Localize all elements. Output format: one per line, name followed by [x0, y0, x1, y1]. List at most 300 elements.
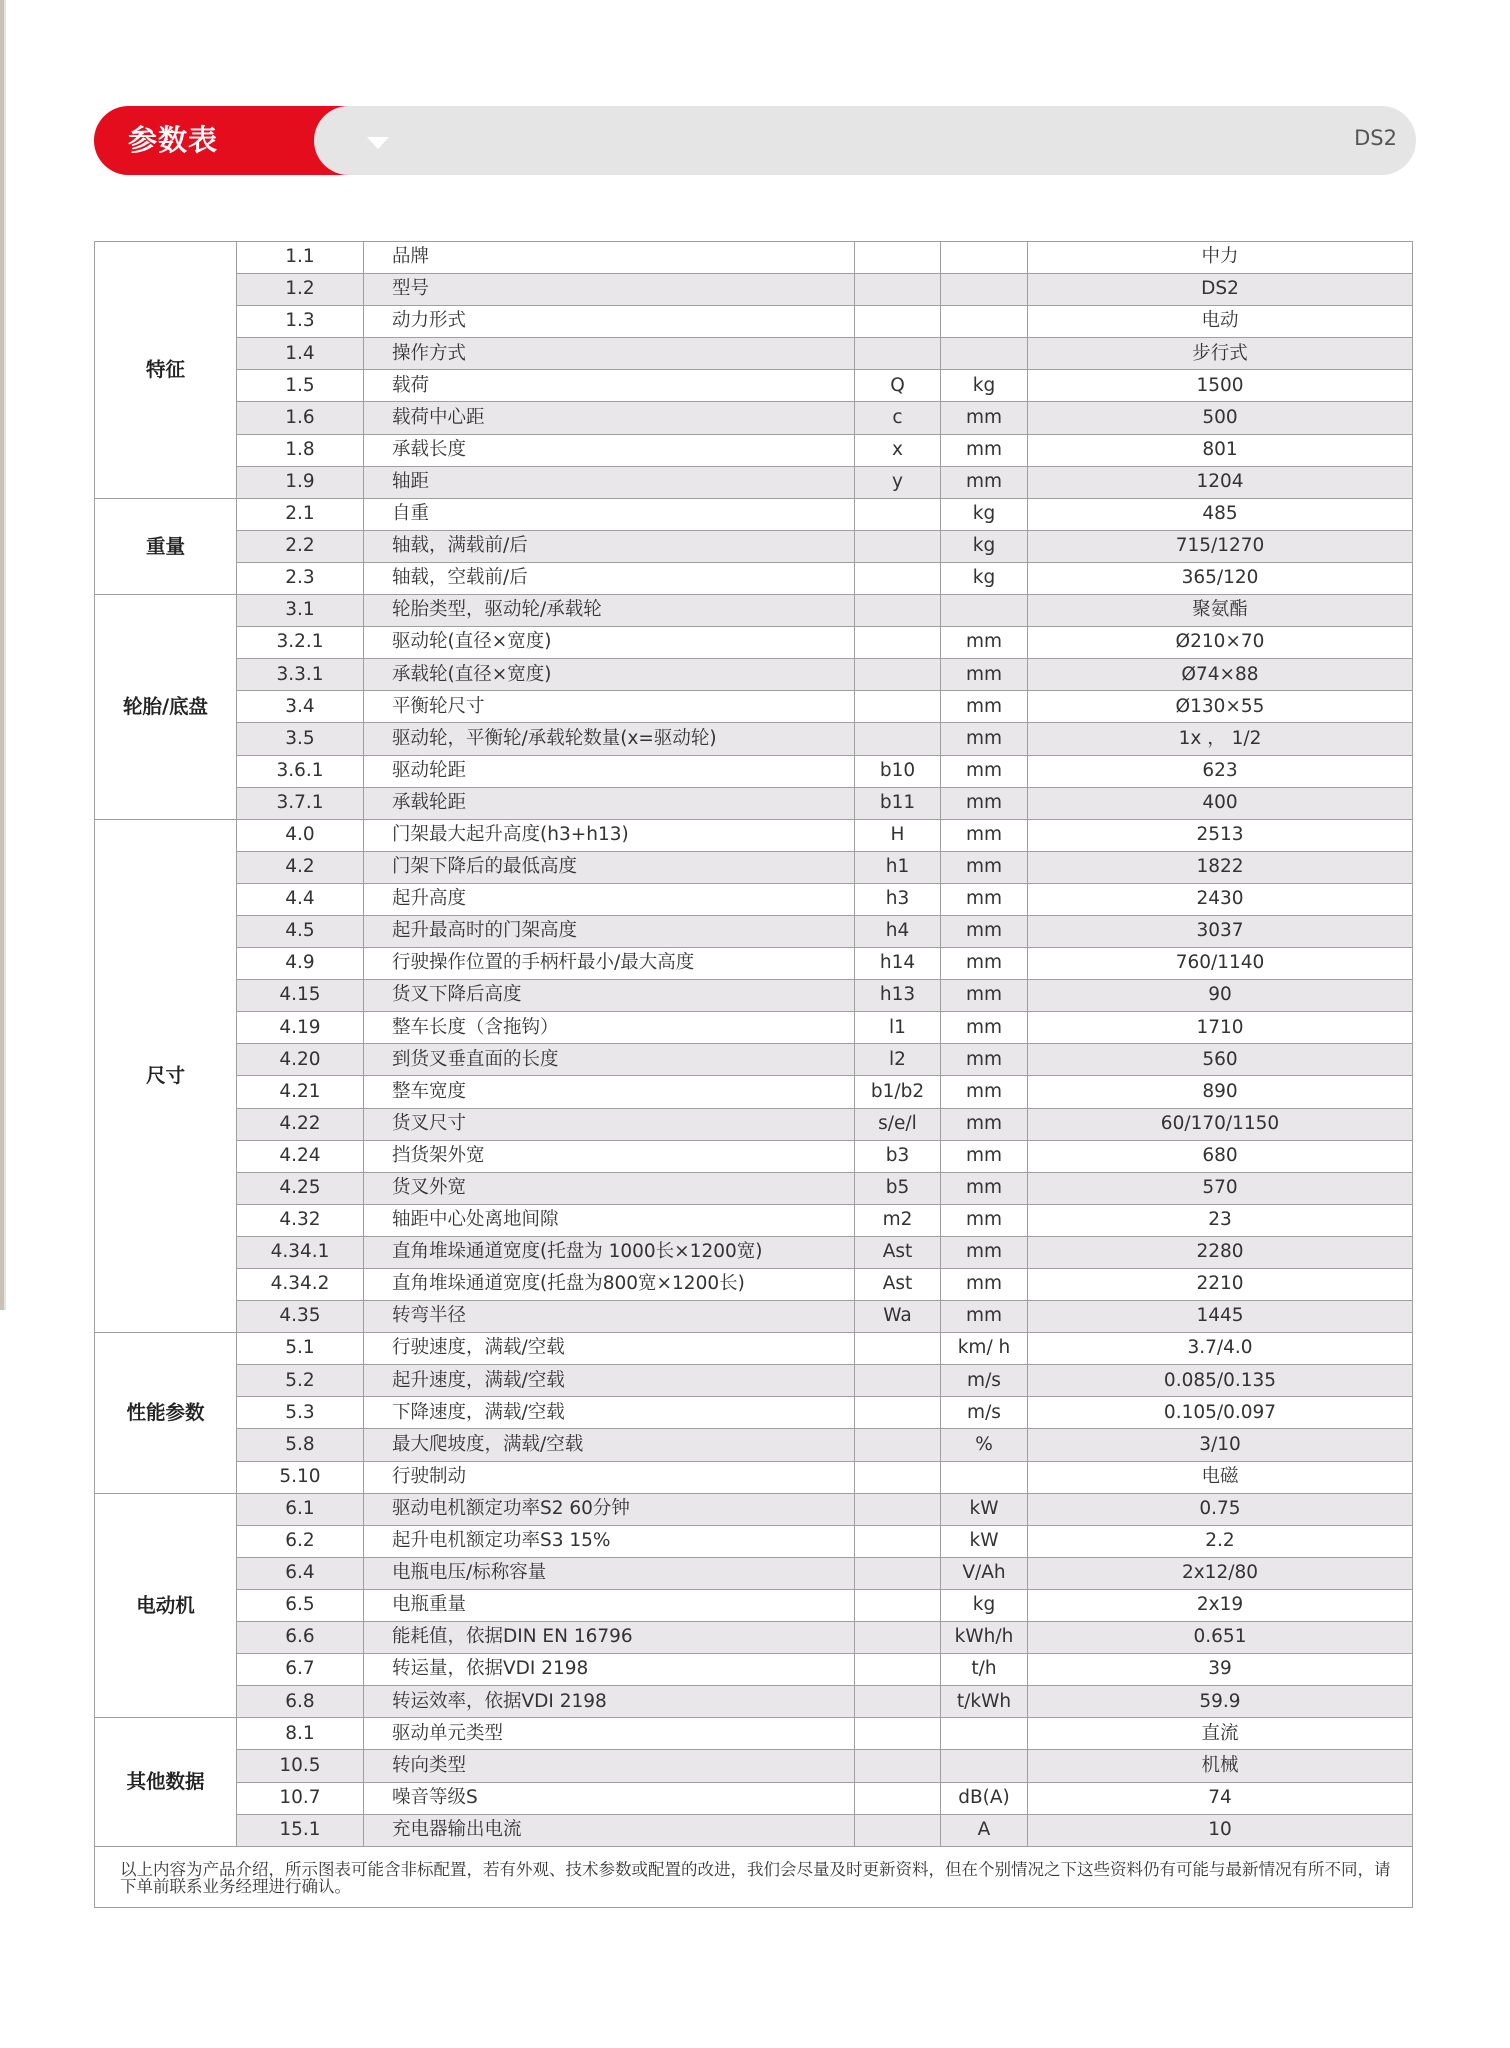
symbol-cell — [855, 498, 941, 530]
symbol-cell — [855, 274, 941, 306]
symbol-cell — [855, 1493, 941, 1525]
unit-cell: kW — [941, 1525, 1028, 1557]
symbol-cell — [855, 1397, 941, 1429]
table-row — [95, 498, 1413, 530]
symbol-cell: l2 — [855, 1044, 941, 1076]
row-number: 15.1 — [237, 1814, 364, 1846]
symbol-cell — [855, 595, 941, 627]
value-cell: 2x12/80 — [1028, 1557, 1413, 1589]
value-cell: 365/120 — [1028, 562, 1413, 594]
symbol-cell — [855, 1365, 941, 1397]
table-row — [95, 1525, 1413, 1557]
row-number: 6.1 — [237, 1493, 364, 1525]
value-cell: 485 — [1028, 498, 1413, 530]
value-cell: 23 — [1028, 1204, 1413, 1236]
row-number: 1.4 — [237, 338, 364, 370]
symbol-cell — [855, 1333, 941, 1365]
group-label: 尺寸 — [95, 819, 237, 1333]
symbol-cell: h13 — [855, 980, 941, 1012]
value-cell: 2513 — [1028, 819, 1413, 851]
symbol-cell: b11 — [855, 787, 941, 819]
symbol-cell — [855, 1750, 941, 1782]
item-name: 转弯半径 — [364, 1301, 855, 1333]
row-number: 6.8 — [237, 1686, 364, 1718]
table-row — [95, 1654, 1413, 1686]
group-label: 轮胎/底盘 — [95, 595, 237, 820]
item-name: 起升速度，满载/空载 — [364, 1365, 855, 1397]
value-cell: Ø210×70 — [1028, 627, 1413, 659]
symbol-cell: Ast — [855, 1236, 941, 1268]
symbol-cell: h3 — [855, 883, 941, 915]
unit-cell: mm — [941, 466, 1028, 498]
unit-cell: mm — [941, 980, 1028, 1012]
table-row — [95, 980, 1413, 1012]
unit-cell: mm — [941, 1108, 1028, 1140]
row-number: 10.5 — [237, 1750, 364, 1782]
row-number: 5.2 — [237, 1365, 364, 1397]
symbol-cell — [855, 1718, 941, 1750]
row-number: 1.3 — [237, 306, 364, 338]
symbol-cell — [855, 1814, 941, 1846]
unit-cell: mm — [941, 1204, 1028, 1236]
symbol-cell: h1 — [855, 851, 941, 883]
unit-cell: t/kWh — [941, 1686, 1028, 1718]
item-name: 驱动轮距 — [364, 755, 855, 787]
value-cell: 760/1140 — [1028, 948, 1413, 980]
item-name: 承载长度 — [364, 434, 855, 466]
row-number: 3.7.1 — [237, 787, 364, 819]
symbol-cell: x — [855, 434, 941, 466]
item-name: 充电器输出电流 — [364, 1814, 855, 1846]
item-name: 能耗值，依据DIN EN 16796 — [364, 1622, 855, 1654]
unit-cell: A — [941, 1814, 1028, 1846]
row-number: 4.4 — [237, 883, 364, 915]
unit-cell: mm — [941, 434, 1028, 466]
row-number: 1.9 — [237, 466, 364, 498]
table-row — [95, 562, 1413, 594]
value-cell: 2280 — [1028, 1236, 1413, 1268]
table-row — [95, 370, 1413, 402]
row-number: 3.4 — [237, 691, 364, 723]
symbol-cell — [855, 242, 941, 274]
item-name: 载荷 — [364, 370, 855, 402]
table-row — [95, 1044, 1413, 1076]
group-label: 特征 — [95, 242, 237, 499]
row-number: 10.7 — [237, 1782, 364, 1814]
symbol-cell — [855, 1525, 941, 1557]
row-number: 4.0 — [237, 819, 364, 851]
item-name: 门架下降后的最低高度 — [364, 851, 855, 883]
item-name: 噪音等级S — [364, 1782, 855, 1814]
row-number: 4.2 — [237, 851, 364, 883]
group-label: 其他数据 — [95, 1718, 237, 1846]
value-cell: 1445 — [1028, 1301, 1413, 1333]
table-row — [95, 1204, 1413, 1236]
value-cell: 801 — [1028, 434, 1413, 466]
table-row — [95, 819, 1413, 851]
item-name: 起升电机额定功率S3 15% — [364, 1525, 855, 1557]
value-cell: Ø74×88 — [1028, 659, 1413, 691]
row-number: 1.5 — [237, 370, 364, 402]
unit-cell — [941, 1461, 1028, 1493]
symbol-cell: b5 — [855, 1172, 941, 1204]
value-cell: Ø130×55 — [1028, 691, 1413, 723]
table-row — [95, 1686, 1413, 1718]
item-name: 电瓶重量 — [364, 1589, 855, 1621]
symbol-cell: Ast — [855, 1269, 941, 1301]
row-number: 3.6.1 — [237, 755, 364, 787]
table-row — [95, 787, 1413, 819]
symbol-cell — [855, 1622, 941, 1654]
model-label: DS2 — [1354, 126, 1397, 150]
unit-cell: mm — [941, 402, 1028, 434]
symbol-cell — [855, 659, 941, 691]
item-name: 到货叉垂直面的长度 — [364, 1044, 855, 1076]
item-name: 驱动轮(直径×宽度) — [364, 627, 855, 659]
value-cell: 电磁 — [1028, 1461, 1413, 1493]
item-name: 轴距中心处离地间隙 — [364, 1204, 855, 1236]
symbol-cell — [855, 338, 941, 370]
row-number: 5.8 — [237, 1429, 364, 1461]
unit-cell: mm — [941, 691, 1028, 723]
item-name: 承载轮(直径×宽度) — [364, 659, 855, 691]
value-cell: 2430 — [1028, 883, 1413, 915]
symbol-cell: h4 — [855, 915, 941, 947]
symbol-cell — [855, 530, 941, 562]
row-number: 2.3 — [237, 562, 364, 594]
row-number: 5.10 — [237, 1461, 364, 1493]
item-name: 货叉尺寸 — [364, 1108, 855, 1140]
symbol-cell — [855, 1686, 941, 1718]
spec-table-container — [94, 241, 1412, 1908]
unit-cell: kW — [941, 1493, 1028, 1525]
page-edge-shade — [4, 0, 6, 1310]
value-cell: 0.75 — [1028, 1493, 1413, 1525]
row-number: 6.2 — [237, 1525, 364, 1557]
value-cell: 890 — [1028, 1076, 1413, 1108]
row-number: 4.19 — [237, 1012, 364, 1044]
value-cell: 聚氨酯 — [1028, 595, 1413, 627]
symbol-cell: l1 — [855, 1012, 941, 1044]
footnote-row — [95, 1846, 1413, 1907]
unit-cell: mm — [941, 851, 1028, 883]
item-name: 挡货架外宽 — [364, 1140, 855, 1172]
item-name: 直角堆垛通道宽度(托盘为800宽×1200长) — [364, 1269, 855, 1301]
table-row — [95, 1814, 1413, 1846]
table-row — [95, 1461, 1413, 1493]
table-row — [95, 306, 1413, 338]
table-row — [95, 402, 1413, 434]
value-cell: 39 — [1028, 1654, 1413, 1686]
unit-cell: m/s — [941, 1365, 1028, 1397]
table-row — [95, 948, 1413, 980]
row-number: 4.20 — [237, 1044, 364, 1076]
item-name: 门架最大起升高度(h3+h13) — [364, 819, 855, 851]
unit-cell: kWh/h — [941, 1622, 1028, 1654]
item-name: 最大爬坡度，满载/空载 — [364, 1429, 855, 1461]
value-cell: 560 — [1028, 1044, 1413, 1076]
row-number: 5.1 — [237, 1333, 364, 1365]
table-row — [95, 883, 1413, 915]
row-number: 3.1 — [237, 595, 364, 627]
item-name: 轴距 — [364, 466, 855, 498]
symbol-cell — [855, 306, 941, 338]
symbol-cell — [855, 1429, 941, 1461]
table-row — [95, 851, 1413, 883]
row-number: 4.35 — [237, 1301, 364, 1333]
unit-cell: kg — [941, 1589, 1028, 1621]
unit-cell: km/ h — [941, 1333, 1028, 1365]
table-row — [95, 434, 1413, 466]
footnote: 以上内容为产品介绍，所示图表可能含非标配置，若有外观、技术参数或配置的改进，我们会尽量及时更新资料，但在个别情况之下这些资料仍有可能与最新情况有所不同，请下单前联系业务经理进行确认。 — [95, 1846, 1413, 1907]
table-row — [95, 1365, 1413, 1397]
item-name: 行驶操作位置的手柄杆最小/最大高度 — [364, 948, 855, 980]
item-name: 承载轮距 — [364, 787, 855, 819]
row-number: 4.34.1 — [237, 1236, 364, 1268]
item-name: 货叉下降后高度 — [364, 980, 855, 1012]
triangle-down-icon — [367, 137, 389, 149]
unit-cell: mm — [941, 755, 1028, 787]
item-name: 整车宽度 — [364, 1076, 855, 1108]
table-row — [95, 1236, 1413, 1268]
group-label: 电动机 — [95, 1493, 237, 1718]
table-row — [95, 1718, 1413, 1750]
group-label: 重量 — [95, 498, 237, 594]
item-name: 操作方式 — [364, 338, 855, 370]
unit-cell: mm — [941, 787, 1028, 819]
value-cell: 2x19 — [1028, 1589, 1413, 1621]
row-number: 4.24 — [237, 1140, 364, 1172]
unit-cell: mm — [941, 1269, 1028, 1301]
value-cell: 74 — [1028, 1782, 1413, 1814]
item-name: 轮胎类型，驱动轮/承载轮 — [364, 595, 855, 627]
table-row — [95, 1750, 1413, 1782]
unit-cell: mm — [941, 627, 1028, 659]
value-cell: 步行式 — [1028, 338, 1413, 370]
table-row — [95, 1076, 1413, 1108]
symbol-cell — [855, 1589, 941, 1621]
row-number: 3.2.1 — [237, 627, 364, 659]
unit-cell: mm — [941, 1172, 1028, 1204]
unit-cell: dB(A) — [941, 1782, 1028, 1814]
value-cell: 中力 — [1028, 242, 1413, 274]
table-row — [95, 338, 1413, 370]
table-row — [95, 1140, 1413, 1172]
unit-cell: kg — [941, 498, 1028, 530]
table-row — [95, 627, 1413, 659]
table-row — [95, 1397, 1413, 1429]
unit-cell — [941, 1750, 1028, 1782]
item-name: 起升高度 — [364, 883, 855, 915]
unit-cell — [941, 338, 1028, 370]
row-number: 1.1 — [237, 242, 364, 274]
table-row — [95, 1782, 1413, 1814]
table-row — [95, 1429, 1413, 1461]
table-row — [95, 691, 1413, 723]
item-name: 起升最高时的门架高度 — [364, 915, 855, 947]
symbol-cell: H — [855, 819, 941, 851]
value-cell: 机械 — [1028, 1750, 1413, 1782]
table-row — [95, 242, 1413, 274]
symbol-cell — [855, 627, 941, 659]
value-cell: 90 — [1028, 980, 1413, 1012]
symbol-cell: c — [855, 402, 941, 434]
value-cell: 0.651 — [1028, 1622, 1413, 1654]
unit-cell: m/s — [941, 1397, 1028, 1429]
symbol-cell: Q — [855, 370, 941, 402]
item-name: 载荷中心距 — [364, 402, 855, 434]
item-name: 转运量，依据VDI 2198 — [364, 1654, 855, 1686]
symbol-cell — [855, 723, 941, 755]
unit-cell: mm — [941, 1044, 1028, 1076]
table-row — [95, 1493, 1413, 1525]
value-cell: 623 — [1028, 755, 1413, 787]
table-row — [95, 274, 1413, 306]
symbol-cell — [855, 691, 941, 723]
value-cell: 2210 — [1028, 1269, 1413, 1301]
unit-cell — [941, 1718, 1028, 1750]
unit-cell: mm — [941, 1076, 1028, 1108]
item-name: 自重 — [364, 498, 855, 530]
item-name: 电瓶电压/标称容量 — [364, 1557, 855, 1589]
item-name: 轴载，空载前/后 — [364, 562, 855, 594]
row-number: 5.3 — [237, 1397, 364, 1429]
unit-cell: kg — [941, 370, 1028, 402]
unit-cell: mm — [941, 883, 1028, 915]
table-row — [95, 1269, 1413, 1301]
table-row — [95, 659, 1413, 691]
symbol-cell: b3 — [855, 1140, 941, 1172]
item-name: 品牌 — [364, 242, 855, 274]
table-row — [95, 1012, 1413, 1044]
unit-cell: mm — [941, 819, 1028, 851]
row-number: 6.5 — [237, 1589, 364, 1621]
unit-cell: mm — [941, 659, 1028, 691]
value-cell: 59.9 — [1028, 1686, 1413, 1718]
unit-cell: mm — [941, 1301, 1028, 1333]
symbol-cell: b10 — [855, 755, 941, 787]
unit-cell: t/h — [941, 1654, 1028, 1686]
value-cell: 3/10 — [1028, 1429, 1413, 1461]
unit-cell: kg — [941, 530, 1028, 562]
symbol-cell: m2 — [855, 1204, 941, 1236]
spec-table-body — [95, 242, 1413, 1908]
value-cell: 1204 — [1028, 466, 1413, 498]
item-name: 转向类型 — [364, 1750, 855, 1782]
symbol-cell — [855, 562, 941, 594]
page-title: 参数表 — [128, 123, 219, 157]
row-number: 4.15 — [237, 980, 364, 1012]
row-number: 8.1 — [237, 1718, 364, 1750]
table-row — [95, 915, 1413, 947]
unit-cell: % — [941, 1429, 1028, 1461]
table-row — [95, 1557, 1413, 1589]
table-row — [95, 595, 1413, 627]
item-name: 平衡轮尺寸 — [364, 691, 855, 723]
item-name: 驱动轮，平衡轮/承载轮数量(x=驱动轮) — [364, 723, 855, 755]
symbol-cell: y — [855, 466, 941, 498]
row-number: 2.2 — [237, 530, 364, 562]
table-row — [95, 466, 1413, 498]
value-cell: 0.085/0.135 — [1028, 1365, 1413, 1397]
table-row — [95, 1622, 1413, 1654]
unit-cell: mm — [941, 915, 1028, 947]
value-cell: 680 — [1028, 1140, 1413, 1172]
symbol-cell: Wa — [855, 1301, 941, 1333]
unit-cell: V/Ah — [941, 1557, 1028, 1589]
row-number: 4.32 — [237, 1204, 364, 1236]
item-name: 驱动单元类型 — [364, 1718, 855, 1750]
item-name: 转运效率，依据VDI 2198 — [364, 1686, 855, 1718]
item-name: 驱动电机额定功率S2 60分钟 — [364, 1493, 855, 1525]
value-cell: 3.7/4.0 — [1028, 1333, 1413, 1365]
symbol-cell — [855, 1782, 941, 1814]
table-row — [95, 1172, 1413, 1204]
table-row — [95, 1589, 1413, 1621]
symbol-cell: s/e/l — [855, 1108, 941, 1140]
value-cell: 直流 — [1028, 1718, 1413, 1750]
unit-cell — [941, 595, 1028, 627]
unit-cell: kg — [941, 562, 1028, 594]
unit-cell: mm — [941, 1012, 1028, 1044]
value-cell: 715/1270 — [1028, 530, 1413, 562]
value-cell: 1500 — [1028, 370, 1413, 402]
unit-cell — [941, 274, 1028, 306]
item-name: 整车长度（含拖钩） — [364, 1012, 855, 1044]
unit-cell: mm — [941, 1236, 1028, 1268]
unit-cell — [941, 242, 1028, 274]
row-number: 6.4 — [237, 1557, 364, 1589]
spec-table — [94, 241, 1413, 1908]
row-number: 4.5 — [237, 915, 364, 947]
item-name: 型号 — [364, 274, 855, 306]
table-row — [95, 530, 1413, 562]
value-cell: 400 — [1028, 787, 1413, 819]
unit-cell — [941, 306, 1028, 338]
item-name: 行驶制动 — [364, 1461, 855, 1493]
item-name: 直角堆垛通道宽度(托盘为 1000长×1200宽) — [364, 1236, 855, 1268]
row-number: 3.5 — [237, 723, 364, 755]
group-label: 性能参数 — [95, 1333, 237, 1493]
item-name: 下降速度，满载/空载 — [364, 1397, 855, 1429]
unit-cell: mm — [941, 948, 1028, 980]
table-row — [95, 1301, 1413, 1333]
symbol-cell — [855, 1654, 941, 1686]
symbol-cell: b1/b2 — [855, 1076, 941, 1108]
value-cell: 2.2 — [1028, 1525, 1413, 1557]
item-name: 行驶速度，满载/空载 — [364, 1333, 855, 1365]
row-number: 2.1 — [237, 498, 364, 530]
value-cell: 60/170/1150 — [1028, 1108, 1413, 1140]
row-number: 4.21 — [237, 1076, 364, 1108]
table-row — [95, 723, 1413, 755]
value-cell: DS2 — [1028, 274, 1413, 306]
table-row — [95, 1333, 1413, 1365]
value-cell: 1710 — [1028, 1012, 1413, 1044]
table-row — [95, 755, 1413, 787]
row-number: 1.6 — [237, 402, 364, 434]
value-cell: 3037 — [1028, 915, 1413, 947]
symbol-cell — [855, 1557, 941, 1589]
value-cell: 0.105/0.097 — [1028, 1397, 1413, 1429]
unit-cell: mm — [941, 1140, 1028, 1172]
value-cell: 10 — [1028, 1814, 1413, 1846]
row-number: 3.3.1 — [237, 659, 364, 691]
symbol-cell — [855, 1461, 941, 1493]
item-name: 货叉外宽 — [364, 1172, 855, 1204]
row-number: 4.9 — [237, 948, 364, 980]
row-number: 4.25 — [237, 1172, 364, 1204]
